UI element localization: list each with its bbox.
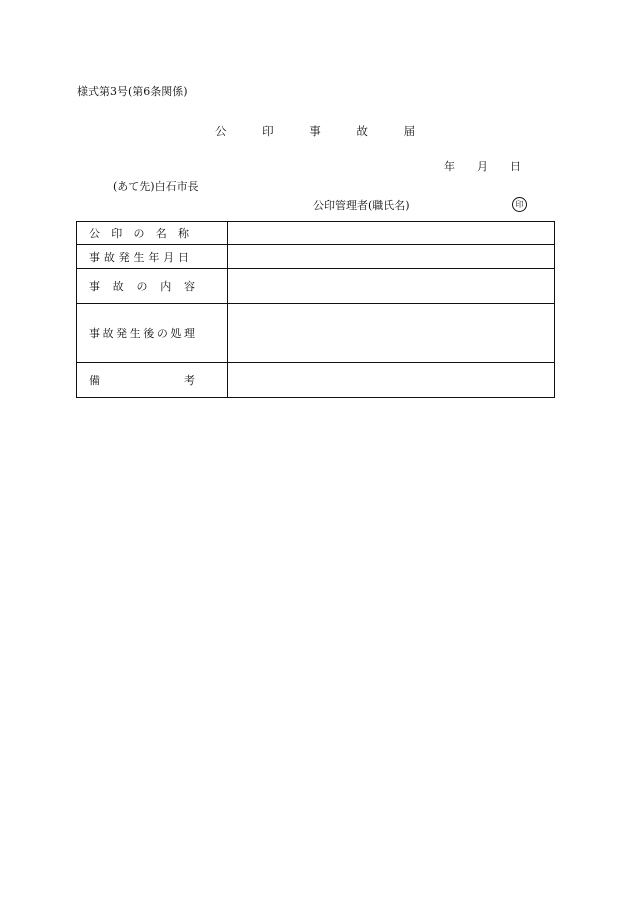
- row-label-seal-name: [77, 222, 228, 245]
- label-char: 発: [116, 327, 128, 340]
- title-char: 故: [356, 124, 368, 138]
- row-label-post-accident-handling: [77, 304, 228, 363]
- label-char: 内: [160, 280, 172, 293]
- remarks-field[interactable]: [228, 363, 555, 398]
- manager-label: 公印管理者(職氏名): [313, 199, 410, 212]
- accident-report-table: [76, 221, 555, 398]
- table-row: [77, 304, 555, 363]
- title-char: 届: [403, 124, 416, 138]
- post-accident-handling-field[interactable]: [228, 304, 555, 363]
- label-char: 処: [170, 327, 182, 340]
- label-char: 故: [112, 280, 124, 293]
- label-char: 名: [155, 227, 167, 240]
- label-char: 称: [178, 227, 189, 240]
- label-char: の: [136, 280, 148, 293]
- accident-date-field[interactable]: [228, 245, 555, 269]
- label-char: の: [133, 227, 145, 240]
- label-char: 年: [148, 250, 160, 264]
- label-char: 故: [102, 327, 114, 340]
- table-row: [77, 245, 555, 269]
- label-char: 月: [163, 250, 175, 264]
- label-char: 考: [184, 374, 195, 387]
- label-char: 事: [89, 250, 100, 264]
- table-row: [77, 269, 555, 304]
- month-label: 月: [477, 160, 488, 173]
- label-char: 日: [177, 250, 189, 264]
- title-char: 事: [309, 124, 321, 138]
- label-char: 理: [183, 327, 195, 340]
- label-char: 発: [118, 250, 130, 264]
- accident-details-field[interactable]: [228, 269, 555, 304]
- label-char: 後: [143, 327, 155, 340]
- document-title: [0, 124, 630, 138]
- label-char: 印: [111, 227, 123, 240]
- label-char: 事: [89, 280, 100, 293]
- title-char: 公: [214, 124, 227, 138]
- label-char: 公: [89, 227, 100, 240]
- seal-name-field[interactable]: [228, 222, 555, 245]
- date-line: [444, 160, 521, 174]
- label-char: 容: [184, 280, 195, 293]
- row-label-remarks: [77, 363, 228, 398]
- table-row: [77, 363, 555, 398]
- form-number: 様式第3号(第6条関係): [77, 85, 188, 98]
- table-row: [77, 222, 555, 245]
- day-label: 日: [510, 160, 521, 173]
- row-label-accident-details: [77, 269, 228, 304]
- label-char: 事: [89, 327, 100, 340]
- year-label: 年: [444, 160, 455, 173]
- label-char: 生: [133, 250, 145, 264]
- label-char: 備: [89, 374, 100, 387]
- seal-mark: 印: [512, 197, 527, 212]
- label-char: 生: [129, 327, 141, 340]
- label-char: 故: [103, 250, 115, 264]
- addressee: (あて先)白石市長: [113, 180, 199, 193]
- row-label-accident-date: [77, 245, 228, 269]
- label-char: の: [156, 327, 168, 340]
- title-char: 印: [262, 124, 274, 138]
